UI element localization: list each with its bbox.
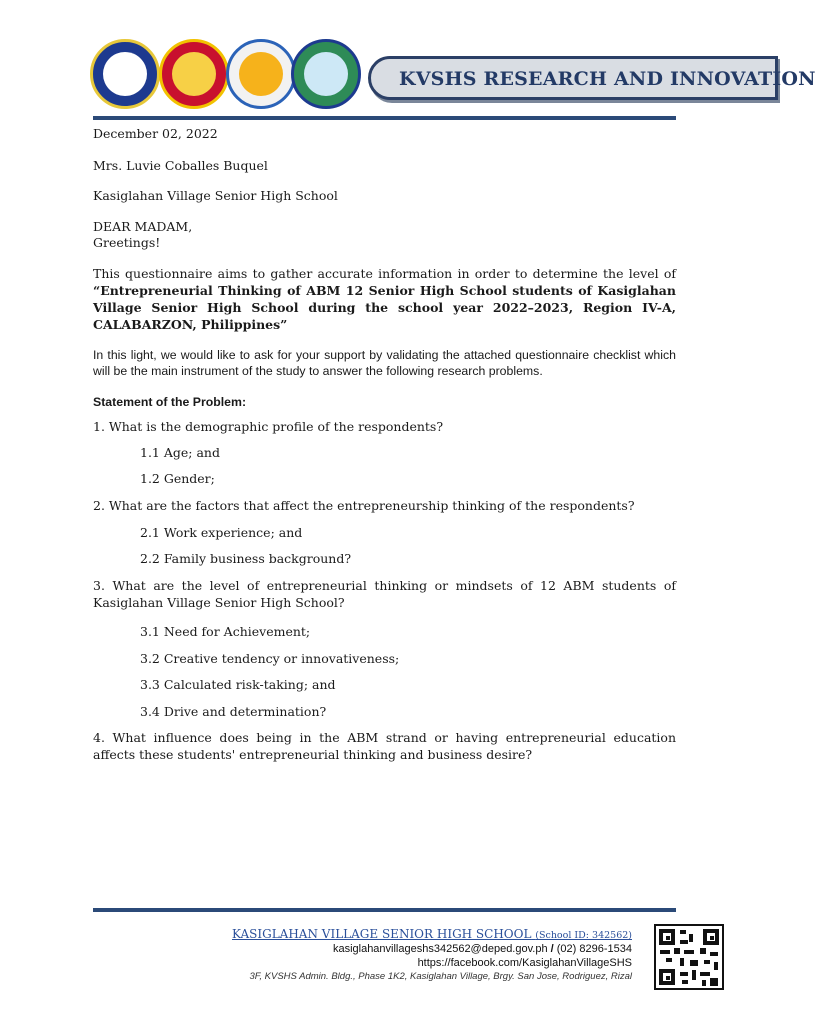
rizal-division-seal-logo <box>226 39 296 109</box>
question-3: 3. What are the level of entrepreneurial thinking or mindsets of 12 ABM students of Kasiglahan Village Senior High School? <box>93 578 676 610</box>
question-3-1: 3.1 Need for Achievement; <box>140 624 311 639</box>
problem-heading: Statement of the Problem: <box>93 395 247 409</box>
footer-contact-line <box>333 943 632 955</box>
question-1-2: 1.2 Gender; <box>140 471 215 486</box>
kvshs-school-seal-logo <box>291 39 361 109</box>
question-2: 2. What are the factors that affect the entrepreneurship thinking of the respondents? <box>93 498 635 513</box>
header-divider <box>93 116 676 120</box>
question-3-4: 3.4 Drive and determination? <box>140 704 327 719</box>
question-3-2: 3.2 Creative tendency or innovativeness; <box>140 651 400 666</box>
banner-title: KVSHS RESEARCH AND INNOVATION <box>399 68 816 90</box>
deped-region-seal-logo <box>159 39 229 109</box>
question-1-1: 1.1 Age; and <box>140 445 220 460</box>
footer-facebook[interactable]: https://facebook.com/KasiglahanVillageSHS <box>417 957 632 969</box>
deped-seal-logo <box>90 39 160 109</box>
footer-phone: (02) 8296-1534 <box>556 943 632 955</box>
header-logos <box>88 36 354 114</box>
question-3-3: 3.3 Calculated risk-taking; and <box>140 677 336 692</box>
footer-email[interactable]: kasiglahanvillageshs342562@deped.gov.ph <box>332 943 548 955</box>
study-title: “Entrepreneurial Thinking of ABM 12 Senior High School students of Kasiglahan Village Senior High School during the school year 2022–2023, Region IV-A, CALABARZON, Philippines” <box>93 283 676 332</box>
letter-date: December 02, 2022 <box>93 126 218 141</box>
recipient-school: Kasiglahan Village Senior High School <box>93 188 338 203</box>
footer-separator: / <box>550 943 554 955</box>
salutation: DEAR MADAM, <box>93 219 193 234</box>
recipient-name: Mrs. Luvie Coballes Buquel <box>93 158 268 173</box>
question-2-1: 2.1 Work experience; and <box>140 525 303 540</box>
footer-divider <box>93 908 676 912</box>
header-banner <box>368 56 816 100</box>
greeting: Greetings! <box>93 235 161 250</box>
footer-address: 3F, KVSHS Admin. Bldg., Phase 1K2, Kasiglahan Village, Brgy. San Jose, Rodriguez, Rizal <box>249 971 632 982</box>
support-paragraph: In this light, we would like to ask for your support by validating the attached questionnaire checklist which will be the main instrument of the study to answer the following research problems. <box>93 348 676 378</box>
footer-school-id: (School ID: 342562) <box>535 930 632 941</box>
intro-paragraph <box>93 265 676 333</box>
qr-code-icon <box>654 924 724 990</box>
question-2-2: 2.2 Family business background? <box>140 551 352 566</box>
question-1: 1. What is the demographic profile of the respondents? <box>93 419 444 434</box>
intro-text: This questionnaire aims to gather accurate information in order to determine the level of <box>93 266 676 281</box>
footer-school-line[interactable] <box>232 927 632 941</box>
question-4: 4. What influence does being in the ABM strand or having entrepreneurial education affects these students' entrepreneurial thinking and business desire? <box>93 730 676 762</box>
footer-school-name: KASIGLAHAN VILLAGE SENIOR HIGH SCHOOL <box>232 927 532 941</box>
